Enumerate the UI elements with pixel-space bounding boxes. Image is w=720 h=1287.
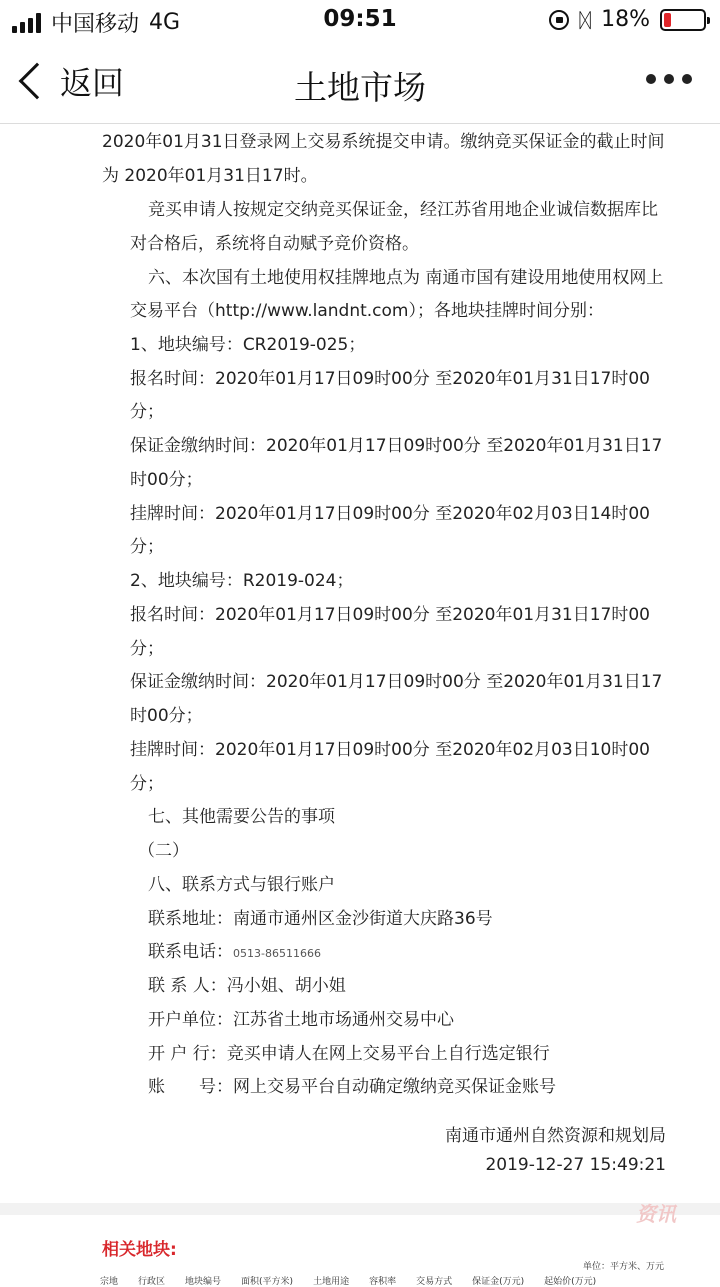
- bluetooth-icon: ᛞ: [579, 7, 592, 32]
- article-line: 挂牌时间：2020年01月17日09时00分 至2020年02月03日14时00: [130, 504, 650, 524]
- network-type: 4G: [149, 10, 181, 35]
- article-line: 六、本次国有土地使用权挂牌地点为 南通市国有建设用地使用权网上: [148, 268, 664, 288]
- phone-label: 联系电话：: [148, 942, 233, 962]
- column-header: 面积(平方米): [241, 1277, 294, 1287]
- article-line: 保证金缴纳时间：2020年01月17日09时00分 至2020年01月31日17: [130, 672, 663, 692]
- article-line: 报名时间：2020年01月17日09时00分 至2020年01月31日17时00: [130, 605, 650, 625]
- more-dot-icon: [682, 74, 692, 84]
- article-line: 2020年01月31日登录网上交易系统提交申请。缴纳竞买保证金的截止时间: [102, 132, 665, 152]
- article-line: 对合格后，系统将自动赋予竞价资格。: [130, 234, 419, 254]
- article-line: 账 号：网上交易平台自动确定缴纳竞买保证金账号: [148, 1077, 556, 1097]
- status-bar: [0, 0, 720, 40]
- more-button[interactable]: [646, 74, 692, 84]
- article-line: 为 2020年01月31日17时。: [102, 166, 318, 186]
- article-line: 八、联系方式与银行账户: [148, 875, 335, 895]
- page-title: 土地市场: [294, 68, 426, 107]
- column-header: 起始价(万元): [544, 1277, 597, 1287]
- article-line: 开 户 行：竞买申请人在网上交易平台上自行选定银行: [148, 1044, 550, 1064]
- carrier-name: 中国移动: [51, 12, 140, 37]
- column-header: 土地用途: [313, 1277, 350, 1287]
- article-line: 保证金缴纳时间：2020年01月17日09时00分 至2020年01月31日17: [130, 436, 663, 456]
- article-line: 时00分；: [130, 706, 203, 726]
- unit-note: 单位：平方米、万元: [582, 1262, 664, 1272]
- related-table-header: [100, 1274, 660, 1287]
- article-line: （二）: [138, 841, 189, 861]
- article-line: 分；: [130, 537, 164, 557]
- article-line: 联 系 人：冯小姐、胡小姐: [148, 976, 346, 996]
- article-line: 分；: [130, 639, 164, 659]
- article-line: 1、地块编号：CR2019-025；: [130, 335, 366, 355]
- nav-bar: [0, 40, 720, 124]
- back-label: 返回: [60, 64, 125, 102]
- status-time: 09:51: [323, 6, 397, 32]
- article-line: 七、其他需要公告的事项: [148, 807, 335, 827]
- article-line: 开户单位：江苏省土地市场通州交易中心: [148, 1010, 454, 1030]
- article-line: 2、地块编号：R2019-024；: [130, 571, 354, 591]
- battery-icon: [660, 9, 706, 31]
- related-title: 相关地块:: [102, 1240, 177, 1260]
- battery-percent: 18%: [601, 7, 650, 32]
- column-header: 地块编号: [185, 1277, 222, 1287]
- publish-date: 2019-12-27 15:49:21: [485, 1155, 666, 1175]
- article-line: 联系地址：南通市通州区金沙街道大庆路36号: [148, 909, 493, 929]
- article-line: 分；: [130, 774, 164, 794]
- watermark: 资讯: [636, 1202, 676, 1226]
- phone-number[interactable]: 0513-86511666: [233, 947, 321, 960]
- column-header: 容积率: [369, 1277, 397, 1287]
- column-header: 行政区: [138, 1277, 166, 1287]
- phone-line: [148, 937, 321, 962]
- article-line: 报名时间：2020年01月17日09时00分 至2020年01月31日17时00: [130, 369, 650, 389]
- article-content: [0, 124, 720, 1204]
- article-line: 交易平台（http://www.landnt.com）；各地块挂牌时间分别：: [130, 301, 604, 321]
- more-dot-icon: [646, 74, 656, 84]
- article-line: 挂牌时间：2020年01月17日09时00分 至2020年02月03日10时00: [130, 740, 650, 760]
- rotation-lock-icon: [549, 10, 569, 30]
- column-header: 交易方式: [416, 1277, 453, 1287]
- more-dot-icon: [664, 74, 674, 84]
- signature: 南通市通州自然资源和规划局: [445, 1126, 666, 1146]
- section-divider: [0, 1203, 720, 1215]
- column-header: 保证金(万元): [472, 1277, 525, 1287]
- status-right: [549, 7, 706, 32]
- article-line: 竞买申请人按规定交纳竞买保证金，经江苏省用地企业诚信数据库比: [148, 200, 658, 220]
- article-line: 分；: [130, 402, 164, 422]
- article-line: 时00分；: [130, 470, 203, 490]
- battery-level: [664, 13, 671, 27]
- column-header: 宗地: [100, 1277, 119, 1287]
